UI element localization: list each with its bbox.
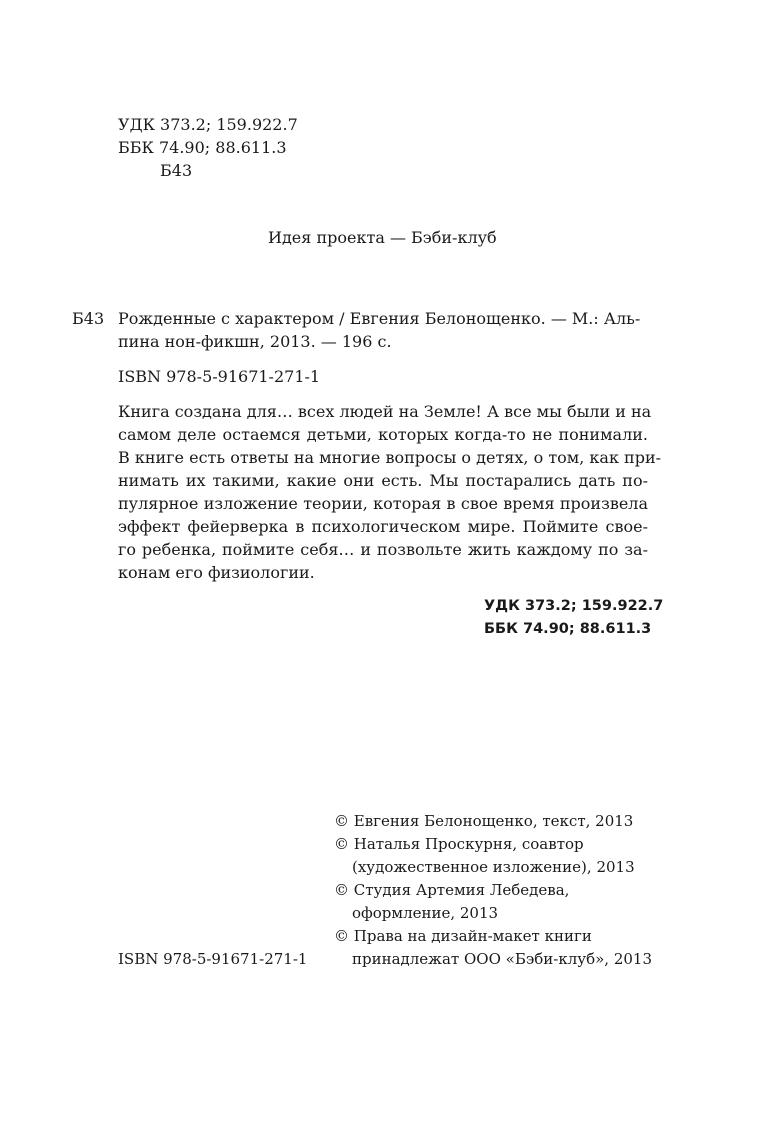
copyright-line: (художественное изложение), 2013 (352, 858, 635, 876)
annotation-line: пулярное изложение теории, которая в свое время произвела (118, 494, 648, 513)
catalog-entry-line-2: пина нон-фикшн, 2013. — 196 с. (118, 332, 392, 351)
copyright-line: © Наталья Проскурня, соавтор (334, 835, 584, 853)
copyright-line: © Студия Артемия Лебедева, (334, 881, 570, 899)
copyright-item (334, 810, 652, 833)
footer-isbn: ISBN 978-5-91671-271-1 (118, 950, 308, 968)
header-udk: УДК 373.2; 159.922.7 (118, 115, 298, 134)
copyright-item (334, 925, 652, 971)
copyright-line: оформление, 2013 (352, 904, 499, 922)
annotation-line: конам его физиологии. (118, 563, 315, 582)
annotation-line: эффект фейерверка в психологическом мире. Поймите свое- (118, 517, 648, 536)
annotation-line: нимать их такими, какие они есть. Мы постарались дать по- (118, 471, 648, 490)
catalog-mark: Б43 (72, 309, 105, 328)
copyright-block (334, 810, 652, 971)
project-idea: Идея проекта — Бэби-клуб (268, 228, 497, 247)
annotation-line: Книга создана для… всех людей на Земле! А все мы были и на (118, 402, 652, 421)
copyright-item (334, 879, 652, 925)
copyright-item (334, 833, 652, 879)
copyright-line: © Права на дизайн-макет книги (334, 927, 592, 945)
annotation-line: самом деле остаемся детьми, которых когда-то не понимали. (118, 425, 648, 444)
catalog-isbn: ISBN 978-5-91671-271-1 (118, 367, 321, 386)
annotation-line: го ребенка, поймите себя… и позвольте жить каждому по за- (118, 540, 648, 559)
header-author-mark: Б43 (160, 161, 193, 180)
header-bbk: ББК 74.90; 88.611.3 (118, 138, 287, 157)
annotation-line: В книге есть ответы на многие вопросы о детях, о том, как при- (118, 448, 662, 467)
annotation-paragraph (118, 400, 662, 584)
classification-udk: УДК 373.2; 159.922.7 (484, 598, 664, 614)
classification-bbk: ББК 74.90; 88.611.3 (484, 621, 652, 637)
copyright-line: © Евгения Белонощенко, текст, 2013 (334, 812, 634, 830)
catalog-entry-line-1: Рожденные с характером / Евгения Белонощенко. — М.: Аль- (118, 309, 641, 328)
copyright-line: принадлежат ООО «Бэби-клуб», 2013 (352, 950, 652, 968)
